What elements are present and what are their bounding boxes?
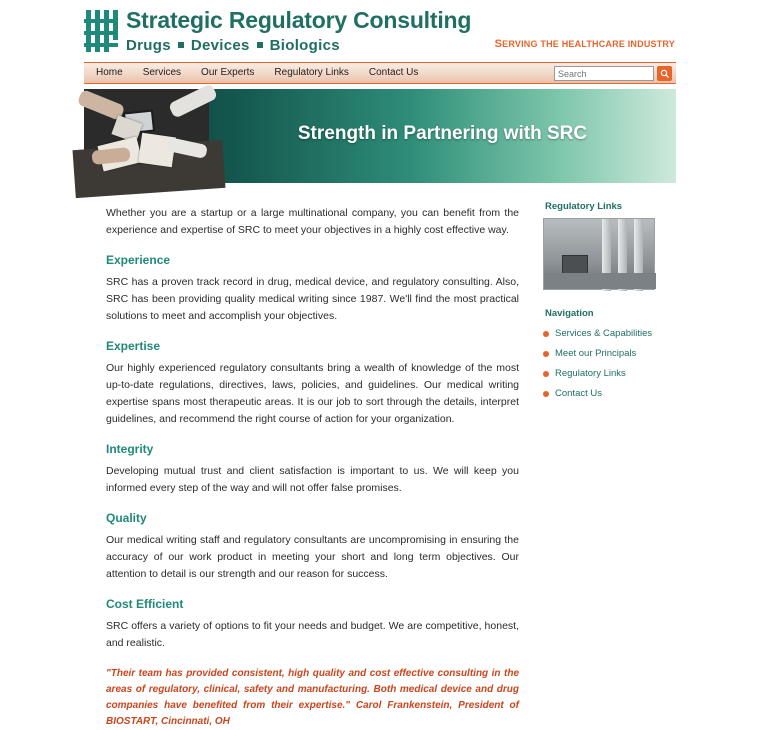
nav-item-regulatory-links[interactable]: Regulatory Links [274,67,349,78]
nav-item-services[interactable]: Services [142,67,182,78]
main-column [84,183,529,730]
bullet-icon [543,351,549,357]
section-heading-cost-efficient: Cost Efficient [106,597,184,611]
section-body-expertise: Our highly experienced regulatory consultants bring a wealth of knowledge of the most up-to-date regulations, directives, laws, policies, and guidelines. Our medical writing expertise spans most therapeutic areas. It is our job to sort through the details, interpret guidelines, and recommend the right course of action for your organization. [106,362,519,425]
brand-sub-drugs: Drugs [126,37,171,54]
brand-subtitle [126,37,471,54]
header-tagline [495,38,675,50]
site-logo[interactable] [84,8,471,54]
bullet-icon [543,391,549,397]
square-separator-icon [178,42,184,48]
sidebar-item-regulatory-links[interactable] [543,368,676,380]
sidebar-image [543,218,655,290]
nav-item-home[interactable]: Home [96,67,123,78]
sidebar-item-meet-our-principals[interactable] [543,348,676,360]
search-button[interactable] [657,66,672,81]
testimonial-quote: "Their team has provided consistent, high quality and cost effective consulting in the areas of regulatory, clinical, safety and manufacturing. Both medical device and drug companies have benefited from their expertise." Carol Frankenstein, President of BIOSTART, Cincinnati, OH [106,668,519,727]
sidebar [529,183,676,730]
sidebar-item-contact-us[interactable] [543,388,676,400]
section-heading-integrity: Integrity [106,442,154,456]
hero-banner [84,89,676,183]
logo-mark-icon [84,10,118,52]
sidebar-heading-regulatory-links: Regulatory Links [545,201,623,212]
content-area [84,183,676,730]
site-header [0,0,760,62]
sidebar-item-label: Meet our Principals [555,348,637,359]
tagline-lead: S [494,38,503,50]
intro-paragraph: Whether you are a startup or a large multinational company, you can benefit from the experience and expertise of SRC to meet your objectives in a highly cost effective way. [106,207,519,236]
section-body-experience: SRC has a proven track record in drug, medical device, and regulatory consulting. Also, SRC has been providing quality medical writing since 1987. We'll find the most practical solutions to meet and accomplish your objectives. [106,276,519,322]
bullet-icon [543,331,549,337]
sidebar-item-label: Regulatory Links [555,368,626,379]
section-heading-expertise: Expertise [106,339,161,353]
search-input[interactable] [554,66,654,81]
section-body-cost-efficient: SRC offers a variety of options to fit your needs and budget. We are competitive, honest, and realistic. [106,620,519,649]
square-separator-icon [257,42,263,48]
tagline-text: ERVING THE HEALTHCARE INDUSTRY [502,39,675,49]
brand-sub-biologics: Biologics [269,37,340,54]
sidebar-item-label: Contact Us [555,388,602,399]
hero-title: Strength in Partnering with SRC [297,123,588,144]
nav-item-contact-us[interactable]: Contact Us [368,67,419,78]
sidebar-nav-list [543,328,676,400]
brand-title: Strategic Regulatory Consulting [126,7,472,33]
nav-item-our-experts[interactable]: Our Experts [201,67,255,78]
section-body-integrity: Developing mutual trust and client satisfaction is important to us. We will keep you informed every step of the way and will not offer false promises. [106,465,519,494]
brand-sub-devices: Devices [190,37,250,54]
magnifier-icon [660,69,670,79]
bullet-icon [543,371,549,377]
sidebar-item-services-capabilities[interactable] [543,328,676,340]
section-heading-experience: Experience [106,253,171,267]
sidebar-heading-navigation: Navigation [545,308,594,319]
section-heading-quality: Quality [106,511,147,525]
section-body-quality: Our medical writing staff and regulatory consultants are uncompromising in ensuring the accuracy of our work product in meeting your short and long term objectives. Our attention to detail is our strength and our reason for success. [106,534,519,580]
sidebar-item-label: Services & Capabilities [555,328,653,339]
main-navigation [84,62,676,84]
